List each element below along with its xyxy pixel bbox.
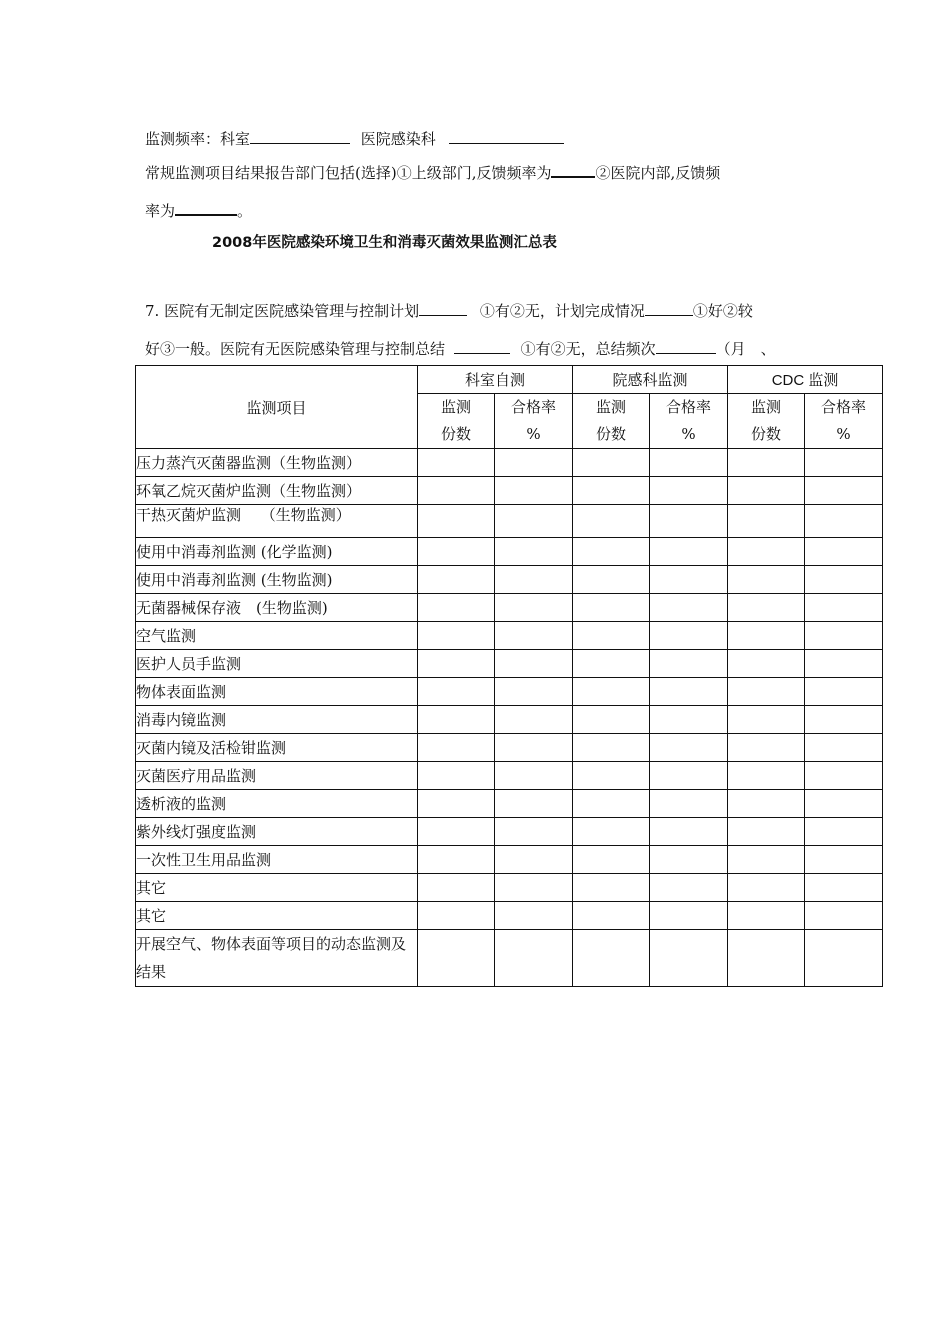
rate-cell[interactable]	[650, 449, 728, 477]
count-cell[interactable]	[418, 678, 495, 706]
rate-cell[interactable]	[495, 477, 573, 505]
table-row	[136, 566, 883, 594]
group-header-cdc: CDC 监测	[728, 366, 883, 394]
count-cell[interactable]	[418, 538, 495, 566]
count-cell[interactable]	[573, 874, 650, 902]
rate-cell[interactable]	[650, 622, 728, 650]
row-label: 干热灭菌炉监测 （生物监测）	[136, 505, 418, 538]
row-label: 灭菌内镜及活检钳监测	[136, 734, 418, 762]
count-cell[interactable]	[573, 594, 650, 622]
count-cell[interactable]	[573, 846, 650, 874]
superior-frequency-blank[interactable]	[551, 160, 595, 178]
rate-cell[interactable]	[650, 538, 728, 566]
rate-cell[interactable]	[805, 930, 883, 987]
q7-text-1: 7. 医院有无制定医院感染管理与控制计划	[145, 302, 420, 320]
section-title: 2008年医院感染环境卫生和消毒灭菌效果监测汇总表	[212, 235, 557, 251]
q7-text-5: ①有②无，总结频次	[520, 340, 656, 358]
report-text-2: ②医院内部,反馈频	[595, 164, 721, 182]
rate-cell[interactable]	[805, 449, 883, 477]
table-row	[136, 790, 883, 818]
rate-cell[interactable]	[650, 594, 728, 622]
sub-count-l2: 份数	[751, 425, 782, 443]
count-cell[interactable]	[418, 622, 495, 650]
table-row	[136, 594, 883, 622]
count-cell[interactable]	[728, 477, 805, 505]
rate-cell[interactable]	[805, 790, 883, 818]
rate-cell[interactable]	[495, 818, 573, 846]
sub-rate-l2: %	[526, 425, 541, 443]
count-cell[interactable]	[573, 734, 650, 762]
dept-frequency-blank[interactable]	[250, 127, 350, 144]
question-7-line-cont	[145, 337, 776, 359]
rate-cell[interactable]	[495, 622, 573, 650]
count-cell[interactable]	[728, 930, 805, 987]
rate-cell[interactable]	[650, 762, 728, 790]
plan-completion-blank[interactable]	[645, 299, 693, 316]
row-label: 其它	[136, 902, 418, 930]
count-cell[interactable]	[728, 846, 805, 874]
count-cell[interactable]	[728, 449, 805, 477]
rate-cell[interactable]	[805, 622, 883, 650]
rate-cell[interactable]	[495, 930, 573, 987]
count-cell[interactable]	[418, 930, 495, 987]
rate-cell[interactable]	[495, 449, 573, 477]
count-cell[interactable]	[418, 505, 495, 538]
item-header: 监测项目	[246, 398, 307, 417]
sub-header-count	[418, 394, 495, 449]
count-cell[interactable]	[728, 650, 805, 678]
sub-header-count	[728, 394, 805, 449]
sub-header-count	[573, 394, 650, 449]
count-cell[interactable]	[728, 762, 805, 790]
count-cell[interactable]	[728, 678, 805, 706]
count-cell[interactable]	[573, 930, 650, 987]
row-label: 使用中消毒剂监测 (生物监测)	[136, 566, 418, 594]
count-cell[interactable]	[573, 706, 650, 734]
rate-cell[interactable]	[495, 902, 573, 930]
rate-cell[interactable]	[650, 566, 728, 594]
table-row	[136, 930, 883, 987]
internal-frequency-blank[interactable]	[175, 198, 237, 216]
rate-cell[interactable]	[495, 594, 573, 622]
count-cell[interactable]	[573, 538, 650, 566]
table-row	[136, 734, 883, 762]
count-cell[interactable]	[728, 566, 805, 594]
rate-cell[interactable]	[805, 706, 883, 734]
rate-cell[interactable]	[495, 846, 573, 874]
rate-cell[interactable]	[495, 734, 573, 762]
table-row	[136, 706, 883, 734]
sub-count-l1: 监测	[596, 398, 627, 416]
sub-rate-l2: %	[836, 425, 851, 443]
table-row	[136, 874, 883, 902]
count-cell[interactable]	[418, 477, 495, 505]
summary-blank[interactable]	[454, 337, 510, 354]
rate-cell[interactable]	[650, 874, 728, 902]
rate-cell[interactable]	[805, 678, 883, 706]
q7-text-6: （月 、	[715, 340, 776, 358]
sub-rate-l1: 合格率	[666, 398, 712, 416]
row-label: 其它	[136, 874, 418, 902]
count-cell[interactable]	[573, 650, 650, 678]
group-header-dept: 科室自测	[418, 366, 573, 394]
count-cell[interactable]	[573, 818, 650, 846]
row-label: 医护人员手监测	[136, 650, 418, 678]
rate-cell[interactable]	[495, 566, 573, 594]
plan-blank[interactable]	[419, 299, 467, 316]
rate-cell[interactable]	[650, 505, 728, 538]
count-cell[interactable]	[728, 505, 805, 538]
rate-cell[interactable]	[650, 706, 728, 734]
rate-cell[interactable]	[805, 846, 883, 874]
table-row	[136, 538, 883, 566]
row-label: 紫外线灯强度监测	[136, 818, 418, 846]
count-cell[interactable]	[418, 846, 495, 874]
table-body	[136, 449, 883, 987]
rate-cell[interactable]	[650, 678, 728, 706]
rate-cell[interactable]	[805, 566, 883, 594]
sub-count-l1: 监测	[751, 398, 782, 416]
table-row	[136, 622, 883, 650]
sub-count-l2: 份数	[440, 425, 471, 443]
count-cell[interactable]	[573, 505, 650, 538]
group-header-infection-dept: 院感科监测	[573, 366, 728, 394]
row-label: 开展空气、物体表面等项目的动态监测及结果	[136, 930, 418, 987]
row-label: 空气监测	[136, 622, 418, 650]
count-cell[interactable]	[573, 449, 650, 477]
count-cell[interactable]	[418, 874, 495, 902]
rate-cell[interactable]	[805, 505, 883, 538]
count-cell[interactable]	[573, 762, 650, 790]
sub-rate-l1: 合格率	[511, 398, 557, 416]
rate-cell[interactable]	[495, 790, 573, 818]
count-cell[interactable]	[573, 790, 650, 818]
row-label: 压力蒸汽灭菌器监测（生物监测）	[136, 449, 418, 477]
table-row	[136, 818, 883, 846]
rate-cell[interactable]	[650, 902, 728, 930]
table-row	[136, 846, 883, 874]
row-label: 物体表面监测	[136, 678, 418, 706]
item-header-cell	[136, 366, 418, 449]
count-cell[interactable]	[728, 818, 805, 846]
table-row	[136, 449, 883, 477]
rate-cell[interactable]	[805, 477, 883, 505]
rate-cell[interactable]	[805, 818, 883, 846]
rate-cell[interactable]	[650, 846, 728, 874]
count-cell[interactable]	[418, 566, 495, 594]
table-row	[136, 902, 883, 930]
hospital-frequency-blank[interactable]	[449, 127, 564, 144]
count-cell[interactable]	[573, 678, 650, 706]
summary-frequency-blank[interactable]	[656, 337, 716, 354]
table-group-header-row	[136, 366, 883, 394]
count-cell[interactable]	[418, 790, 495, 818]
report-text-1: 常规监测项目结果报告部门包括(选择)①上级部门,反馈频率为	[145, 164, 552, 182]
q7-text-4: 好③一般。医院有无医院感染管理与控制总结	[145, 340, 446, 358]
rate-cell[interactable]	[495, 874, 573, 902]
row-label: 无菌器械保存液 (生物监测)	[136, 594, 418, 622]
table-row	[136, 762, 883, 790]
rate-cell[interactable]	[805, 762, 883, 790]
sub-count-l1: 监测	[440, 398, 471, 416]
rate-cell[interactable]	[495, 678, 573, 706]
sub-rate-l2: %	[681, 425, 696, 443]
count-cell[interactable]	[573, 477, 650, 505]
count-cell[interactable]	[418, 818, 495, 846]
count-cell[interactable]	[418, 762, 495, 790]
q7-text-3: ①好②较	[692, 302, 753, 320]
rate-cell[interactable]	[650, 818, 728, 846]
report-line-cont	[145, 198, 252, 221]
monitoring-summary-table	[135, 365, 883, 987]
rate-cell[interactable]	[495, 505, 573, 538]
count-cell[interactable]	[728, 874, 805, 902]
sub-header-rate	[495, 394, 573, 449]
row-label: 灭菌医疗用品监测	[136, 762, 418, 790]
frequency-line	[145, 127, 564, 149]
rate-cell[interactable]	[650, 477, 728, 505]
rate-cell[interactable]	[805, 650, 883, 678]
rate-cell[interactable]	[805, 734, 883, 762]
rate-cell[interactable]	[805, 594, 883, 622]
rate-cell[interactable]	[650, 930, 728, 987]
rate-cell[interactable]	[650, 650, 728, 678]
count-cell[interactable]	[573, 622, 650, 650]
count-cell[interactable]	[728, 622, 805, 650]
count-cell[interactable]	[418, 734, 495, 762]
rate-cell[interactable]	[495, 650, 573, 678]
count-cell[interactable]	[573, 566, 650, 594]
count-cell[interactable]	[418, 650, 495, 678]
rate-cell[interactable]	[805, 538, 883, 566]
row-label: 消毒内镜监测	[136, 706, 418, 734]
count-cell[interactable]	[728, 594, 805, 622]
table-row	[136, 505, 883, 538]
count-cell[interactable]	[418, 594, 495, 622]
rate-cell[interactable]	[650, 790, 728, 818]
rate-cell[interactable]	[805, 874, 883, 902]
table-row	[136, 678, 883, 706]
count-cell[interactable]	[418, 902, 495, 930]
report-line	[145, 160, 720, 183]
hospital-infection-label: 医院感染科	[360, 130, 436, 148]
sub-rate-l1: 合格率	[821, 398, 867, 416]
table-row	[136, 650, 883, 678]
count-cell[interactable]	[418, 706, 495, 734]
rate-cell[interactable]	[495, 538, 573, 566]
count-cell[interactable]	[728, 706, 805, 734]
row-label: 使用中消毒剂监测 (化学监测)	[136, 538, 418, 566]
sub-header-rate	[650, 394, 728, 449]
row-label: 环氧乙烷灭菌炉监测（生物监测）	[136, 477, 418, 505]
question-7-line	[145, 299, 753, 321]
count-cell[interactable]	[728, 902, 805, 930]
count-cell[interactable]	[728, 734, 805, 762]
row-label: 透析液的监测	[136, 790, 418, 818]
rate-cell[interactable]	[495, 762, 573, 790]
rate-cell[interactable]	[650, 734, 728, 762]
rate-cell[interactable]	[805, 902, 883, 930]
count-cell[interactable]	[728, 790, 805, 818]
report-end-period: 。	[237, 202, 253, 220]
q7-text-2: ①有②无，计划完成情况	[479, 302, 645, 320]
table-row	[136, 477, 883, 505]
sub-header-rate	[805, 394, 883, 449]
count-cell[interactable]	[418, 449, 495, 477]
report-text-3: 率为	[145, 202, 176, 220]
sub-count-l2: 份数	[596, 425, 627, 443]
frequency-label: 监测频率：科室	[145, 130, 251, 148]
rate-cell[interactable]	[495, 706, 573, 734]
row-label: 一次性卫生用品监测	[136, 846, 418, 874]
count-cell[interactable]	[728, 538, 805, 566]
count-cell[interactable]	[573, 902, 650, 930]
